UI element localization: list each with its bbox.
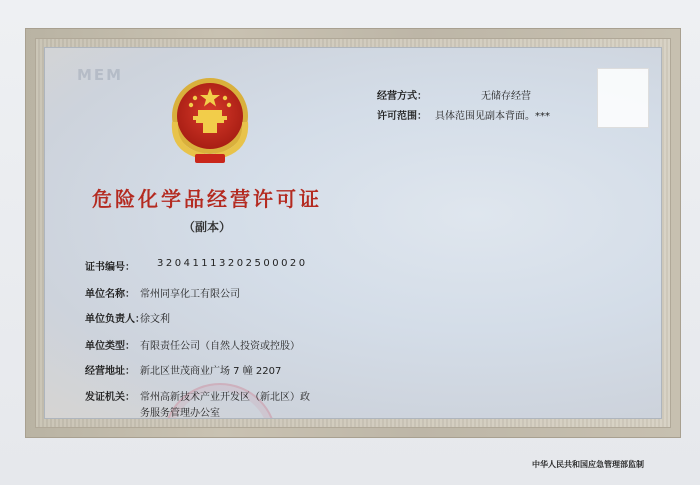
business-mode-value: 无储存经营: [481, 91, 531, 102]
issuing-authority-line2: 务服务管理办公室: [140, 408, 220, 419]
decorative-border: [25, 28, 681, 438]
cert-no-value: 32041113202500020: [157, 258, 308, 269]
document-subtitle: （副本）: [182, 220, 231, 234]
issuing-authority-line1: 常州高新技术产业开发区（新北区）政: [140, 392, 310, 403]
license-scope-value: 具体范围见副本背面。***: [435, 111, 550, 122]
company-type-value: 有限责任公司（自然人投资或控股）: [140, 341, 300, 352]
border-inner: [35, 38, 671, 428]
national-emblem-icon: [165, 74, 255, 166]
certificate-body: [44, 47, 662, 419]
company-name-label: 单位名称：: [85, 289, 135, 300]
company-type-label: 单位类型：: [85, 341, 135, 352]
license-scope-label: 许可范围：: [377, 111, 427, 122]
responsible-person-label: 单位负责人：: [85, 314, 145, 325]
business-mode-label: 经营方式：: [377, 91, 427, 102]
business-address-label: 经营地址：: [85, 366, 135, 377]
business-address-value: 新北区世茂商业广场 7 幢 2207: [140, 366, 282, 377]
responsible-person-value: 徐文利: [140, 314, 170, 325]
issuer-footer: 中华人民共和国应急管理部监制: [532, 460, 644, 469]
issuing-authority-label: 发证机关：: [85, 392, 135, 403]
company-name-value: 常州同享化工有限公司: [140, 289, 240, 300]
document-title: 危险化学品经营许可证: [92, 187, 322, 211]
mem-watermark: MEM: [77, 66, 124, 84]
photo-placeholder: [597, 68, 649, 128]
cert-no-label: 证书编号：: [85, 262, 135, 273]
